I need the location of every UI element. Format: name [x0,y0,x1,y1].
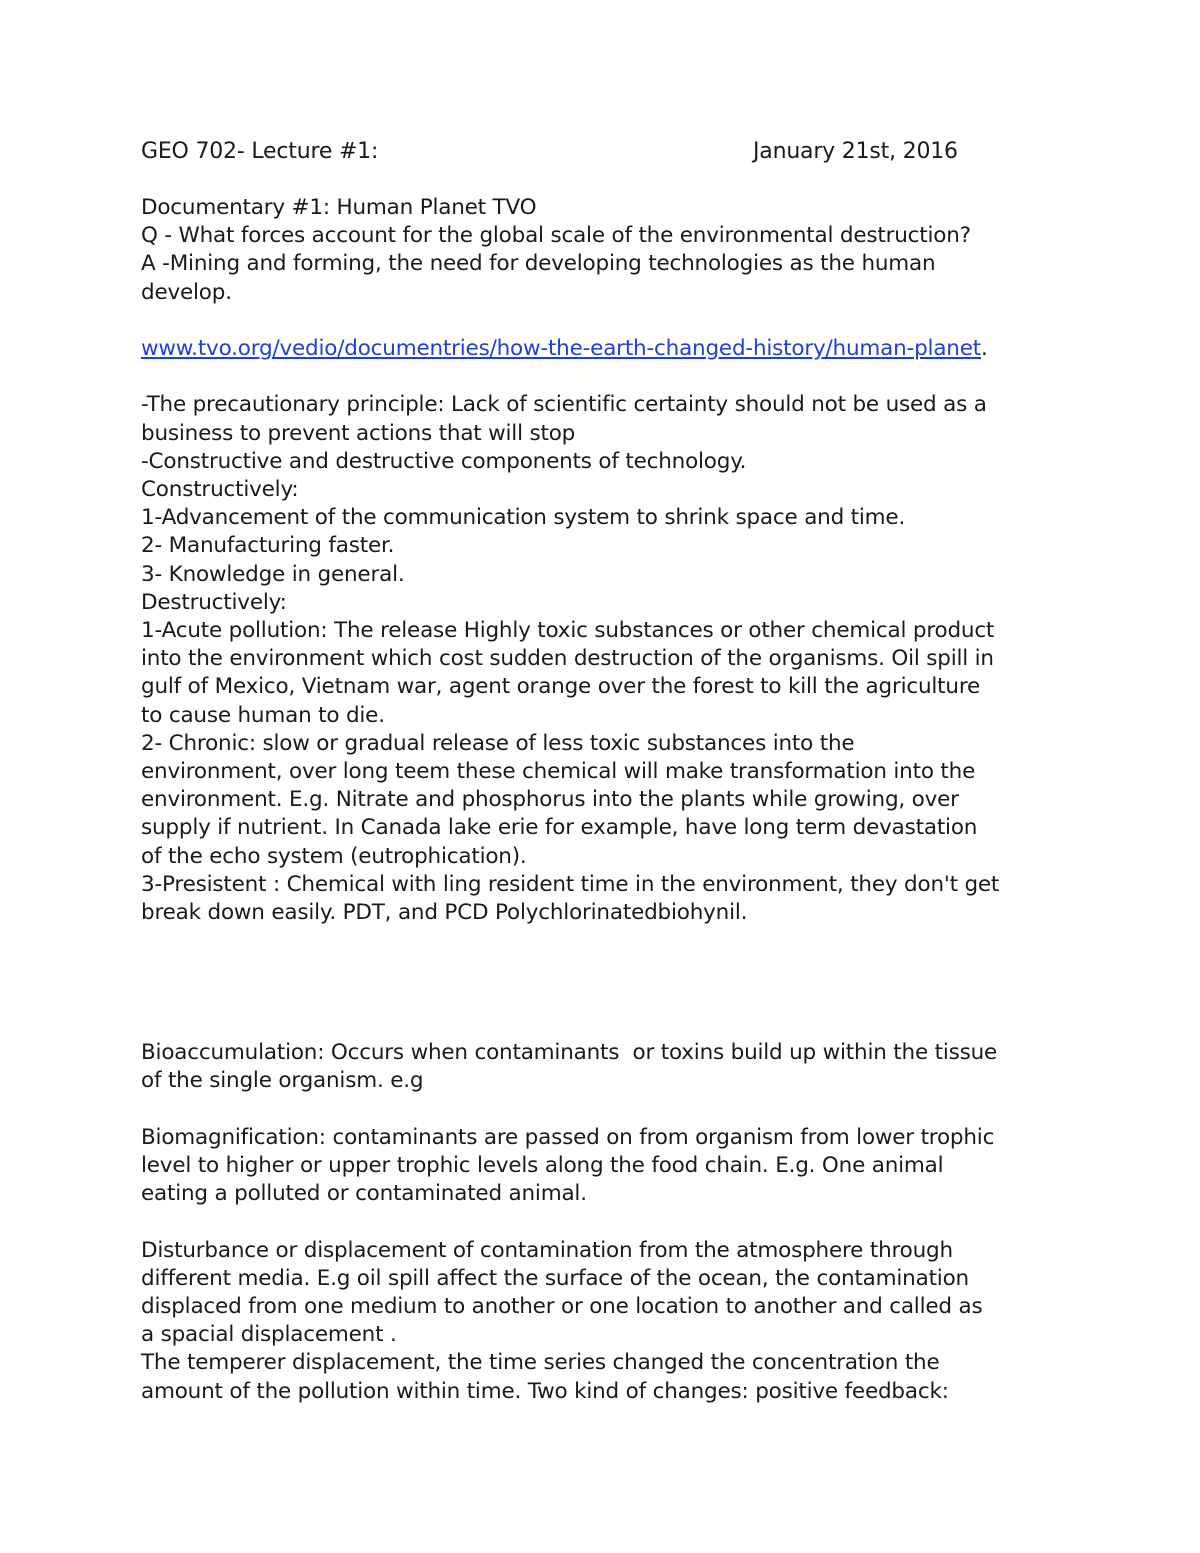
note-line: different media. E.g oil spill affect the surface of the ocean, the contamination [141,1265,969,1291]
note-line: 3- Knowledge in general. [141,561,405,587]
note-line: 1-Advancement of the communication system to shrink space and time. [141,505,906,531]
question-line: Q - What forces account for the global scale of the environmental destruction? [141,223,971,249]
note-line: into the environment which cost sudden destruction of the organisms. Oil spill in [141,646,994,672]
note-line: Disturbance or displacement of contamination from the atmosphere through [141,1237,953,1263]
documentary-title: Documentary #1: Human Planet TVO [141,195,537,220]
note-line: 2- Manufacturing faster. [141,533,395,559]
document-header [141,138,1071,170]
link-suffix: . [981,336,988,361]
link-paragraph [141,335,1071,363]
documentary-link[interactable]: www.tvo.org/vedio/documentries/how-the-earth-changed-history/human-planet [141,336,981,361]
course-title: GEO 702- Lecture #1: [141,139,379,164]
note-line: gulf of Mexico, Vietnam war, agent orange over the forest to kill the agriculture [141,674,981,700]
note-line: 3-Presistent : Chemical with ling resident time in the environment, they don't get [141,871,1000,897]
note-line: of the single organism. e.g [141,1068,424,1094]
note-line: -The precautionary principle: Lack of scientific certainty should not be used as a [141,392,987,418]
note-line: supply if nutrient. In Canada lake erie for example, have long term devastation [141,815,978,841]
note-line: business to prevent actions that will stop [141,420,576,446]
note-line: of the echo system (eutrophication). [141,843,527,869]
note-line: environment, over long teem these chemical will make transformation into the [141,759,976,785]
biomagnification-paragraph [141,1124,1071,1209]
note-line: level to higher or upper trophic levels along the food chain. E.g. One animal [141,1153,944,1179]
note-line: Destructively: [141,589,287,615]
answer-line: A -Mining and forming, the need for developing technologies as the human [141,251,936,277]
note-line: 2- Chronic: slow or gradual release of less toxic substances into the [141,730,855,756]
note-line: a spacial displacement . [141,1322,397,1348]
notes-section [141,391,1071,927]
note-line: to cause human to die. [141,702,385,728]
disturbance-paragraph [141,1237,1071,1406]
note-line: eating a polluted or contaminated animal. [141,1181,587,1207]
note-line: environment. E.g. Nitrate and phosphorus into the plants while growing, over [141,787,959,813]
answer-line: develop. [141,279,232,305]
lecture-date: January 21st, 2016 [753,139,958,164]
note-line: -Constructive and destructive components of technology. [141,448,747,474]
note-line: Bioaccumulation: Occurs when contaminants or toxins build up within the tissue [141,1040,998,1066]
note-line: 1-Acute pollution: The release Highly toxic substances or other chemical product [141,618,995,644]
note-line: amount of the pollution within time. Two kind of changes: positive feedback: [141,1378,949,1404]
documentary-section [141,194,1071,307]
note-line: displaced from one medium to another or one location to another and called as [141,1294,983,1320]
note-line: The temperer displacement, the time series changed the concentration the [141,1350,940,1376]
bioaccumulation-paragraph [141,1039,1071,1095]
note-line: Constructively: [141,477,299,502]
note-line: break down easily. PDT, and PCD Polychlorinatedbiohynil. [141,900,748,926]
document-page [141,138,1071,1406]
note-line: Biomagnification: contaminants are passed on from organism from lower trophic [141,1124,995,1150]
